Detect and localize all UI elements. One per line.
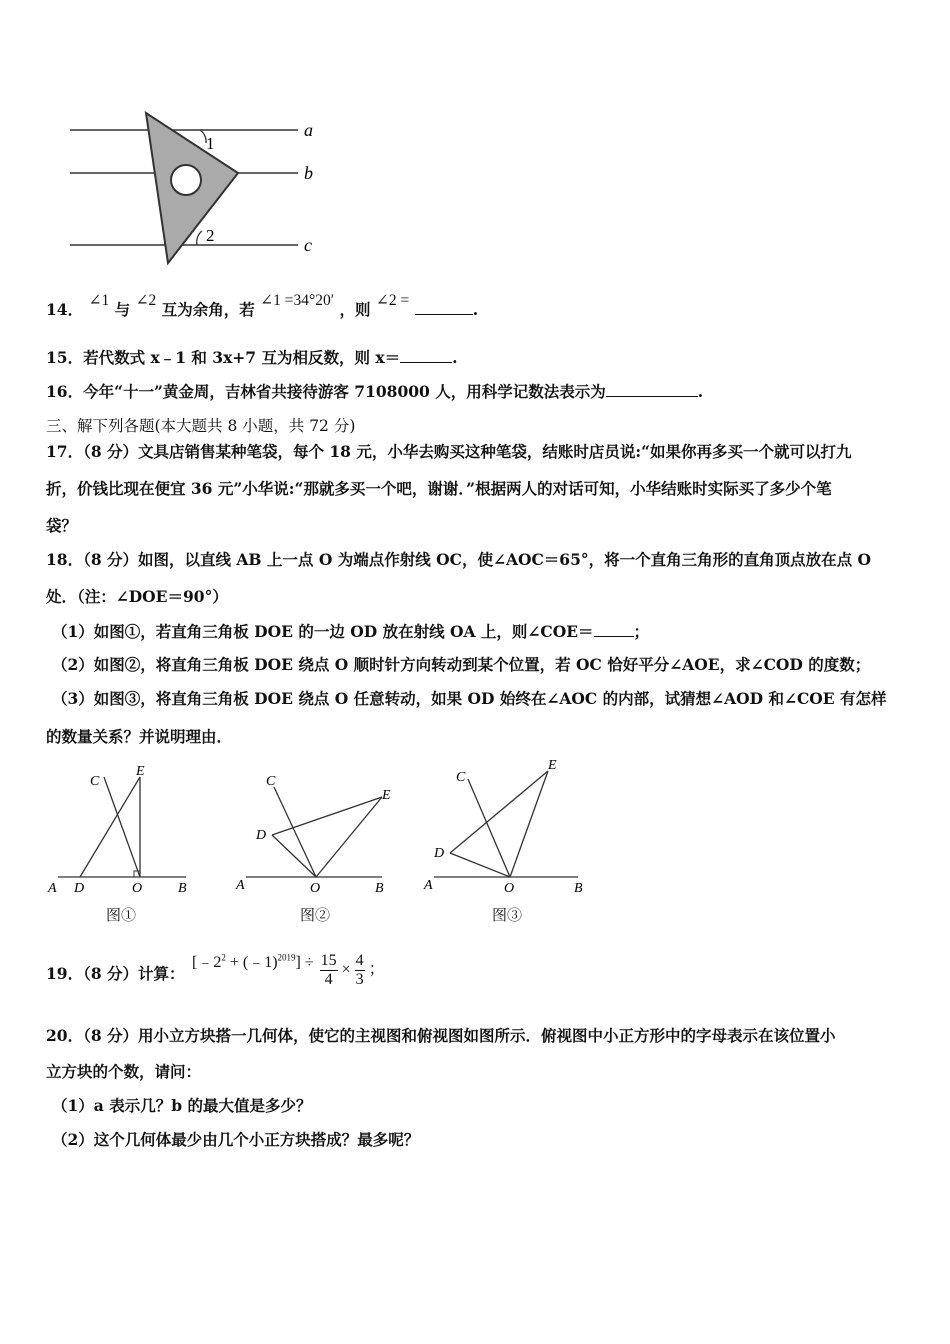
question-18-part-3-cont: 的数量关系？并说明理由． — [46, 727, 233, 746]
angle-1-label: 1 — [206, 134, 215, 153]
line-b-label: b — [304, 163, 313, 183]
answer-blank-15[interactable] — [400, 348, 452, 363]
label-B: B — [375, 881, 384, 896]
question-18-part-2: （2）如图②，将直角三角板 DOE 绕点 O 顺时针方向转动到某个位置，若 OC 恰好平分∠AOE，求∠COD 的度数； — [52, 655, 871, 674]
section-3-heading: 三、解下列各题(本大题共 8 小题，共 72 分) — [46, 417, 356, 435]
label-E: E — [136, 764, 145, 779]
question-14: 14． ∠1 与 ∠2 互为余角，若 ∠1 =34°20′ ，则 ∠2 = . — [46, 292, 479, 319]
label-C: C — [90, 774, 100, 789]
question-20-line-1: 20．（8 分）用小立方块搭一几何体，使它的主视图和俯视图如图所示．俯视图中小正方形中的字母表示在该位置小 — [46, 1026, 836, 1045]
question-17-line-3: 袋？ — [46, 516, 78, 535]
angle-2-label: 2 — [206, 226, 215, 245]
question-18-part-3: （3）如图③，将直角三角板 DOE 绕点 O 任意转动，如果 OD 始终在∠AOC 的内部，试猜想∠AOD 和∠COE 有怎样 — [52, 689, 887, 708]
question-20-part-1: （1）a 表示几？b 的最大值是多少？ — [52, 1096, 312, 1115]
question-19-expression: [$﹣2^2$ + (﹣1)$^{2019}$] ÷ $\frac{15}{4}$ × $\frac{4}{3}$ ； — [192, 952, 385, 988]
label-O: O — [310, 881, 321, 896]
figure-1 — [44, 755, 204, 900]
label-D: D — [256, 828, 267, 843]
figure-2-caption: 图② — [300, 906, 331, 924]
label-D: D — [74, 881, 85, 896]
label-D: D — [434, 846, 445, 861]
question-17-line-1: 17．（8 分）文具店销售某种笔袋，每个 18 元，小华去购买这种笔袋，结账时店员说:“如果你再多买一个就可以打九 — [46, 442, 852, 461]
label-C: C — [456, 770, 466, 785]
label-O: O — [504, 881, 515, 896]
question-18-part-1: （1）如图①，若直角三角板 DOE 的一边 OD 放在射线 OA 上，则∠COE＝ ； — [52, 622, 650, 641]
fraction-1-numerator: 15 — [320, 952, 337, 969]
question-15: 15．若代数式 x﹣1 和 3x+7 互为相反数，则 x＝ . — [46, 348, 458, 367]
figure-1-caption: 图① — [106, 906, 137, 924]
figure-3-caption: 图③ — [492, 906, 523, 924]
label-B: B — [178, 881, 187, 896]
label-A: A — [48, 881, 57, 896]
fraction-2-numerator: 4 — [355, 952, 364, 969]
label-E: E — [548, 758, 557, 773]
question-17-line-2: 折，价钱比现在便宜 36 元”小华说:“那就多买一个吧，谢谢．”根据两人的对话可知，小华结账时实际买了多少个笔 — [46, 479, 832, 498]
label-E: E — [382, 788, 391, 803]
label-A: A — [424, 878, 433, 893]
question-19: 19．（8 分）计算： — [46, 964, 185, 983]
fraction-1-denominator: 4 — [324, 971, 333, 988]
figure-3 — [420, 755, 590, 900]
label-B: B — [574, 881, 583, 896]
line-a-label: a — [304, 120, 313, 140]
question-18-line-1: 18．（8 分）如图，以直线 AB 上一点 O 为端点作射线 OC，使∠AOC＝65°，将一个直角三角形的直角顶点放在点 O — [46, 550, 872, 569]
parallel-lines-triangle-figure — [60, 105, 330, 270]
answer-blank-14[interactable] — [415, 300, 473, 315]
question-16: 16．今年“十一”黄金周，吉林省共接待游客 7108000 人，用科学记数法表示为 . — [46, 382, 704, 401]
answer-blank-16[interactable] — [606, 382, 698, 397]
label-A: A — [236, 878, 245, 893]
question-20-part-2: （2）这个几何体最少由几个小正方块搭成？最多呢？ — [52, 1130, 420, 1149]
figure-2 — [232, 755, 402, 900]
question-20-line-2: 立方块的个数，请问： — [46, 1062, 202, 1081]
label-C: C — [266, 774, 276, 789]
line-c-label: c — [304, 235, 312, 255]
answer-blank-18-1[interactable] — [594, 622, 634, 637]
label-O: O — [132, 881, 143, 896]
question-18-line-2: 处．（注：∠DOE＝90°） — [46, 587, 228, 606]
fraction-2-denominator: 3 — [355, 971, 364, 988]
